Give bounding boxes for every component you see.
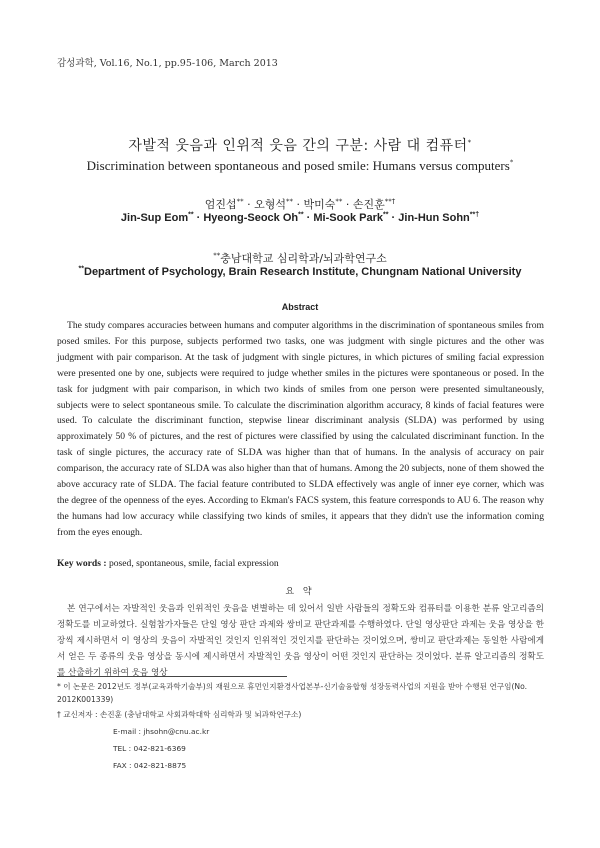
author-separator: · (303, 212, 314, 224)
affiliation-korean-text: 충남대학교 심리학과/뇌과학연구소 (220, 252, 387, 265)
author-name: 박미숙 (303, 198, 336, 211)
author-name: Mi-Sook Park (313, 212, 384, 224)
summary-heading: 요 약 (285, 587, 315, 597)
author-mark: ** (298, 211, 304, 219)
keywords-label: Key words : (57, 558, 107, 569)
summary-text: 본 연구에서는 자발적인 웃음과 인위적인 웃음을 변별하는 데 있어서 일반 사람들의 정확도와 컴퓨터를 이용한 분류 알고리즘의 정확도를 비교하였다. 실험참가자들은 단일 영상 판단 과제와 쌍비교 판단과제를 수행하였다. 단일 영상판단 과제는 웃음 영상을 한 장씩 제시하면서 이 영상의 웃음이 자발적인 것인지 인위적인 것인지를 판단하는 것이었으며, 쌍비교 판단과제는 동일한 사람에게서 얻은 두 종류의 웃음 영상을 동시에 제시하면서 자발적인 웃음 영상이 어떤 것인지 판단하는 것이었다. 분류 알고리즘의 정확도를 산출하기 위하여 웃음 영상 (57, 604, 544, 678)
author-mark: **† (384, 197, 396, 206)
author-separator: · (342, 198, 353, 211)
title-korean (40, 135, 560, 155)
title-english (40, 158, 560, 174)
affiliation-english (40, 266, 560, 278)
affiliation-english-text: Department of Psychology, Brain Research Institute, Chungnam National University (84, 266, 522, 278)
author-name: 엄진섭 (204, 198, 237, 211)
contact-email: E-mail : jhsohn@cnu.ac.kr (113, 727, 210, 736)
author-name: Jin-Sup Eom (120, 212, 189, 224)
author-name: Hyeong-Seock Oh (203, 212, 299, 224)
author-name: Jin-Hun Sohn (398, 212, 470, 224)
affiliation-korean (40, 250, 560, 266)
title-english-text: Discrimination between spontaneous and posed smile: Humans versus computers (86, 158, 510, 173)
author-mark: ** (383, 211, 389, 219)
footnote-corresponding-author: † 교신저자 : 손진훈 (충남대학교 사회과학대학 심리학과 및 뇌과학연구소) (57, 710, 302, 719)
title-korean-text: 자발적 웃음과 인위적 웃음 간의 구분: 사람 대 컴퓨터 (128, 138, 468, 154)
author-separator: · (388, 212, 399, 224)
author-mark: ** (236, 197, 244, 206)
contact-tel: TEL : 042-821-6369 (113, 744, 186, 753)
footnote-funding: * 이 논문은 2012년도 정부(교육과학기술부)의 재원으로 휴먼인지환경사업본부-신기술융합형 성장동력사업의 지원을 받아 수행된 연구임(No. 2012K001339) (57, 682, 528, 704)
contact-fax: FAX : 042-821-8875 (113, 761, 187, 770)
journal-header: 감성과학, Vol.16, No.1, pp.95-106, March 2013 (57, 58, 278, 69)
affiliation-english-mark: ** (78, 265, 84, 273)
keywords (57, 558, 544, 569)
authors-korean (40, 196, 560, 212)
abstract-heading: Abstract (281, 302, 319, 312)
author-mark: **† (469, 211, 480, 219)
abstract-text: The study compares accuracies between humans and computer algorithms in the discrimination of spontaneous smiles from posed smiles. For this purpose, subjects performed two tasks, one was judgment with single pictures and the other was judgment with pair comparison. At the task of judgment with single pictures, in which pictures of smiling facial expression were presented one by one, subjects were required to judge whether smiles in the pictures were spontaneous or posed. In the task for judgment with pair comparison, in which two kinds of smiles from one person were presented simultaneously, subjects were to select spontaneous smile. To calculate the discrimination algorithm accuracy, 8 kinds of facial features were used. To calculate the discriminant function, stepwise linear discriminant analysis (SLDA) was performed by using approximately 50 % of pictures, and the rest of pictures were classified by using the calculated discriminant function. In the task of single pictures, the accuracy rate of SLDA was higher than that of humans. In the analysis of accuracy on pair comparison, the accuracy rate of SLDA was also higher than that of humans. Among the 20 subjects, none of them showed the above accuracy rate of SLDA. The facial feature contributed to SLDA effectively was angle of inner eye corner, which was the degree of the openness of the eyes. According to Ekman's FACS system, this feature corresponds to AU 6. The reason why the humans had low accuracy while classifying two kinds of smiles, it appears that they didn't use the information coming from the eyes enough. (57, 320, 544, 538)
author-separator: · (293, 198, 304, 211)
author-mark: ** (286, 197, 293, 206)
author-name: 오형석 (254, 198, 286, 211)
keywords-text: posed, spontaneous, smile, facial expression (106, 558, 279, 569)
authors-english (40, 212, 560, 224)
affiliation-korean-mark: ** (213, 251, 221, 260)
title-english-mark: * (509, 158, 514, 167)
author-mark: ** (335, 197, 343, 206)
author-name: 손진훈 (352, 198, 385, 211)
title-korean-mark: * (467, 138, 472, 147)
footnote-divider (57, 676, 287, 677)
author-separator: · (193, 212, 204, 224)
author-mark: ** (188, 211, 194, 219)
author-separator: · (243, 198, 255, 211)
